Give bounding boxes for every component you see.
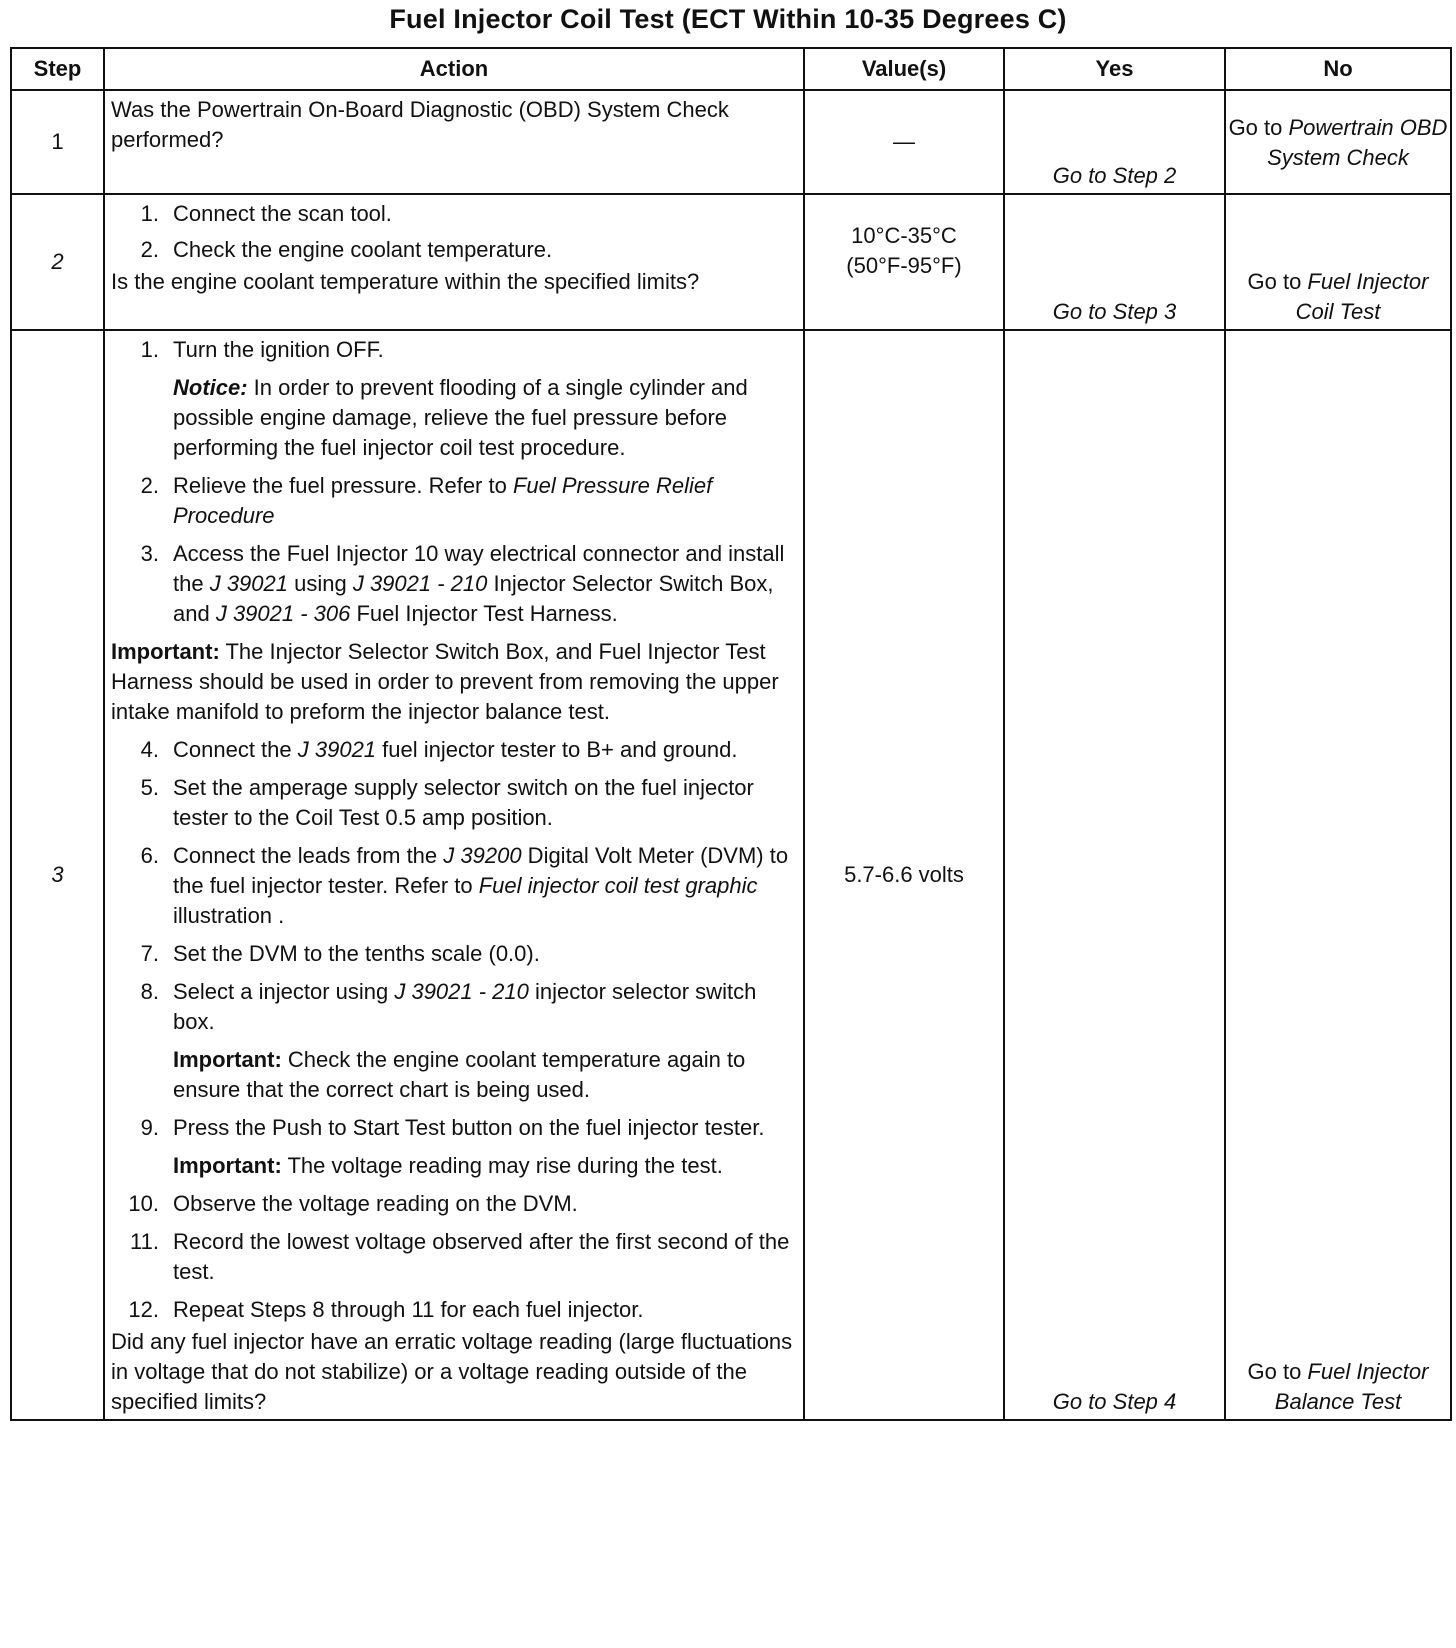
- value-cell: 5.7-6.6 volts: [804, 330, 1004, 1420]
- no-link[interactable]: Powertrain OBD System Check: [1267, 115, 1448, 170]
- no-link[interactable]: Fuel Injector Balance Test: [1274, 1359, 1429, 1414]
- important-note: Important: The voltage reading may rise during the test.: [173, 1153, 723, 1178]
- yes-link[interactable]: Go to Step 3: [1004, 194, 1225, 330]
- list-item: 7. Set the DVM to the tenths scale (0.0).: [140, 941, 540, 966]
- list-item: 8. Select a injector using J 39021 - 210 injector selector switch box.: [140, 979, 757, 1034]
- procedure-list: [111, 735, 797, 1037]
- procedure-list: [111, 199, 797, 265]
- no-cell: [1225, 90, 1451, 194]
- procedure-list: [111, 335, 797, 365]
- action-cell: [104, 90, 804, 194]
- reference-link[interactable]: Fuel Pressure Relief Procedure: [173, 473, 713, 528]
- reference-link[interactable]: Fuel injector coil test graphic: [478, 873, 758, 898]
- action-cell: [104, 330, 804, 1420]
- step-number: 2: [11, 194, 104, 330]
- header-action: Action: [104, 48, 804, 90]
- list-item: 12. Repeat Steps 8 through 11 for each fuel injector.: [128, 1297, 644, 1322]
- list-item: 4. Connect the J 39021 fuel injector tester to B+ and ground.: [140, 737, 738, 762]
- yes-link[interactable]: Go to Step 4: [1004, 330, 1225, 1420]
- header-yes: Yes: [1004, 48, 1225, 90]
- list-item: 6. Connect the leads from the J 39200 Digital Volt Meter (DVM) to the fuel injector tester. Refer to Fuel injector coil test graphic illustration .: [140, 843, 789, 928]
- step-number: 3: [11, 330, 104, 1420]
- list-item: 1. Turn the ignition OFF.: [140, 337, 384, 362]
- no-cell: [1225, 194, 1451, 330]
- step-number: 1: [11, 90, 104, 194]
- value-cell: —: [804, 90, 1004, 194]
- value-cell: 10°C-35°C (50°F-95°F): [804, 194, 1004, 330]
- important-note: Important: Check the engine coolant temperature again to ensure that the correct chart is being used.: [173, 1047, 746, 1102]
- procedure-list: [111, 1113, 797, 1143]
- table-row: [11, 194, 1451, 330]
- list-item: 3. Access the Fuel Injector 10 way electrical connector and install the J 39021 using J 39021 - 210 Injector Selector Switch Box, and J 39021 - 306 Fuel Injector Test Harness.: [140, 541, 785, 626]
- diagnostic-table: [10, 47, 1452, 1421]
- action-cell: [104, 194, 804, 330]
- no-link[interactable]: Fuel Injector Coil Test: [1295, 269, 1429, 324]
- list-item: 9. Press the Push to Start Test button on the fuel injector tester.: [140, 1115, 765, 1140]
- list-item: 2. Check the engine coolant temperature.: [140, 237, 553, 262]
- procedure-list: [111, 1189, 797, 1325]
- no-prefix: Go to: [1228, 115, 1289, 140]
- step-question: Is the engine coolant temperature within the specified limits?: [111, 269, 700, 294]
- no-prefix: Go to: [1247, 269, 1308, 294]
- list-item: 5. Set the amperage supply selector switch on the fuel injector tester to the Coil Test 0.5 amp position.: [140, 775, 754, 830]
- step-question: Was the Powertrain On-Board Diagnostic (OBD) System Check performed?: [111, 97, 729, 152]
- list-item: 11. Record the lowest voltage observed after the first second of the test.: [130, 1229, 790, 1284]
- list-item: 1. Connect the scan tool.: [140, 201, 392, 226]
- no-cell: [1225, 330, 1451, 1420]
- notice-note: Notice: In order to prevent flooding of a single cylinder and possible engine damage, relieve the fuel pressure before performing the fuel injector coil test procedure.: [173, 375, 748, 460]
- no-prefix: Go to: [1247, 1359, 1308, 1384]
- step-question: Did any fuel injector have an erratic voltage reading (large fluctuations in voltage that do not stabilize) or a voltage reading outside of the specified limits?: [111, 1329, 793, 1414]
- list-item: 2. Relieve the fuel pressure. Refer to Fuel Pressure Relief Procedure: [140, 473, 713, 528]
- header-no: No: [1225, 48, 1451, 90]
- table-row: [11, 90, 1451, 194]
- list-item: 10. Observe the voltage reading on the DVM.: [128, 1191, 578, 1216]
- important-note: Important: The Injector Selector Switch Box, and Fuel Injector Test Harness should be used in order to prevent from removing the upper intake manifold to preform the injector balance test.: [111, 639, 779, 724]
- procedure-list: [111, 471, 797, 629]
- page-title: Fuel Injector Coil Test (ECT Within 10-35 Degrees C): [389, 4, 1067, 34]
- header-value: Value(s): [804, 48, 1004, 90]
- table-header-row: [11, 48, 1451, 90]
- header-step: Step: [11, 48, 104, 90]
- table-row: [11, 330, 1451, 1420]
- yes-link[interactable]: Go to Step 2: [1004, 90, 1225, 194]
